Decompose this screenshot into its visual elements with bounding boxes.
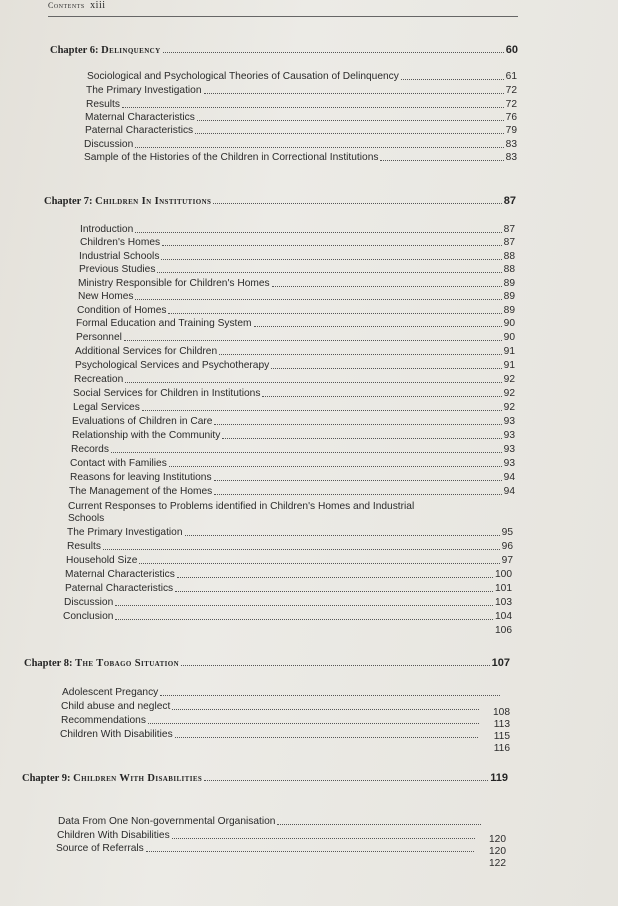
leader-dots bbox=[162, 245, 502, 246]
leader-dots bbox=[272, 286, 502, 287]
toc-entry bbox=[73, 388, 515, 400]
entry-page: 93 bbox=[503, 430, 515, 441]
toc-entry bbox=[71, 444, 515, 456]
leader-dots bbox=[175, 591, 493, 592]
toc-entry bbox=[73, 402, 515, 414]
leader-dots bbox=[142, 410, 502, 411]
entry-page: 97 bbox=[501, 555, 513, 566]
entry-text: The Management of the Homes bbox=[69, 486, 213, 497]
entry-text: Results bbox=[86, 99, 120, 110]
toc-entry bbox=[86, 85, 517, 97]
toc-entry bbox=[69, 486, 515, 498]
entry-page: 61 bbox=[505, 71, 517, 82]
leader-dots bbox=[195, 133, 504, 134]
leader-dots bbox=[168, 313, 501, 314]
entry-page: 94 bbox=[503, 472, 515, 483]
chapter-label: Chapter 7: bbox=[44, 196, 93, 207]
entry-page: 88 bbox=[503, 251, 515, 262]
entry-page: 87 bbox=[503, 237, 515, 248]
entry-text: Ministry Responsible for Children's Homes bbox=[78, 278, 270, 289]
toc-entry bbox=[74, 374, 515, 386]
leader-dots bbox=[214, 424, 501, 425]
entry-page: 116 bbox=[493, 743, 510, 754]
entry-text: Adolescent Pregancy bbox=[62, 687, 159, 698]
running-header bbox=[48, 0, 518, 17]
chapter-page: 87 bbox=[503, 195, 516, 207]
toc-entry bbox=[70, 458, 515, 470]
entry-text: Current Responses to Problems identified in Children's Homes and Industrial Schools bbox=[68, 501, 415, 524]
page-column bbox=[470, 707, 510, 755]
entry-text: Recommendations bbox=[61, 715, 146, 726]
toc-entry bbox=[72, 416, 515, 428]
toc-entry bbox=[84, 152, 517, 164]
entry-page: 92 bbox=[503, 374, 515, 385]
chapter-title: The Tobago Situation bbox=[75, 658, 180, 669]
toc-entry bbox=[62, 687, 502, 699]
toc-entry bbox=[77, 305, 515, 317]
leader-dots bbox=[148, 723, 479, 724]
entry-text: Reasons for leaving Institutions bbox=[70, 472, 212, 483]
leader-dots bbox=[172, 838, 475, 839]
entry-page: 72 bbox=[505, 99, 517, 110]
entry-text: Sample of the Histories of the Children in Correctional Institutions bbox=[84, 152, 379, 163]
entry-text: Discussion bbox=[84, 139, 134, 150]
toc-entry bbox=[67, 527, 513, 539]
leader-dots bbox=[219, 354, 502, 355]
toc-entry bbox=[75, 360, 515, 372]
toc-entry bbox=[66, 555, 513, 567]
chapter-title: Children In Institutions bbox=[95, 196, 212, 207]
entry-text: New Homes bbox=[78, 291, 134, 302]
entry-page: 104 bbox=[495, 611, 512, 622]
entry-page: 90 bbox=[503, 318, 515, 329]
entry-page: 91 bbox=[503, 346, 515, 357]
entry-text: The Primary Investigation bbox=[86, 85, 202, 96]
toc-entry bbox=[87, 71, 517, 83]
entry-page: 76 bbox=[505, 112, 517, 123]
chapter-7-heading bbox=[44, 195, 516, 207]
toc-entry bbox=[61, 715, 481, 727]
entry-text: Children's Homes bbox=[80, 237, 161, 248]
toc-entry bbox=[85, 125, 517, 137]
toc-entry bbox=[63, 611, 512, 623]
entry-text: Evaluations of Children in Care bbox=[72, 416, 213, 427]
chapter-title: Delinquency bbox=[101, 45, 161, 56]
entry-text: Conclusion bbox=[63, 611, 114, 622]
chapter-title: Children With Disabilities bbox=[73, 773, 203, 784]
entry-page: 91 bbox=[503, 360, 515, 371]
entry-page: 83 bbox=[505, 139, 517, 150]
toc-entry bbox=[85, 112, 517, 124]
chapter-page: 60 bbox=[505, 44, 518, 56]
entry-page: 120 bbox=[489, 846, 506, 857]
leader-dots bbox=[115, 605, 493, 606]
toc-entry bbox=[60, 729, 480, 741]
toc-entry bbox=[70, 472, 515, 484]
entry-page: 115 bbox=[493, 731, 510, 742]
entry-text: Children With Disabilities bbox=[57, 830, 170, 841]
leader-dots bbox=[135, 299, 501, 300]
entry-text: Paternal Characteristics bbox=[65, 583, 174, 594]
entry-page: 113 bbox=[493, 719, 510, 730]
chapter-9-heading bbox=[22, 772, 508, 784]
entry-text: Social Services for Children in Institutions bbox=[73, 388, 261, 399]
entry-page: 101 bbox=[495, 583, 512, 594]
toc-entry bbox=[78, 278, 515, 290]
leader-dots bbox=[277, 824, 481, 825]
leader-dots bbox=[271, 368, 501, 369]
entry-text: Personnel bbox=[76, 332, 122, 343]
entry-text: The Primary Investigation bbox=[67, 527, 183, 538]
entry-text: Introduction bbox=[80, 224, 134, 235]
leader-dots bbox=[177, 577, 493, 578]
toc-entry bbox=[79, 251, 515, 263]
entry-page: 93 bbox=[503, 458, 515, 469]
leader-dots bbox=[380, 160, 503, 161]
entry-page: 92 bbox=[503, 388, 515, 399]
toc-entry bbox=[56, 843, 476, 855]
toc-entry-multiline bbox=[68, 501, 428, 524]
entry-page: 96 bbox=[501, 541, 513, 552]
entry-page: 92 bbox=[503, 402, 515, 413]
leader-dots bbox=[175, 737, 478, 738]
leader-dots bbox=[213, 203, 501, 204]
header-page-number: xiii bbox=[90, 0, 106, 11]
toc-entry bbox=[72, 430, 515, 442]
chapter-6-heading bbox=[50, 44, 518, 56]
entry-text: Maternal Characteristics bbox=[85, 112, 195, 123]
leader-dots bbox=[214, 480, 502, 481]
entry-page: 83 bbox=[505, 152, 517, 163]
leader-dots bbox=[122, 107, 504, 108]
toc-entry bbox=[76, 332, 515, 344]
entry-page: 95 bbox=[501, 527, 513, 538]
toc-entry bbox=[78, 291, 515, 303]
entry-text: Psychological Services and Psychotherapy bbox=[75, 360, 270, 371]
entry-page: 93 bbox=[503, 416, 515, 427]
toc-entry bbox=[61, 701, 481, 713]
chapter-label: Chapter 9: bbox=[22, 773, 71, 784]
leader-dots bbox=[401, 79, 504, 80]
entry-text: Formal Education and Training System bbox=[76, 318, 252, 329]
entry-page: 106 bbox=[495, 625, 512, 636]
entry-text: Maternal Characteristics bbox=[65, 569, 175, 580]
entry-text: Children With Disabilities bbox=[60, 729, 173, 740]
entry-text: Additional Services for Children bbox=[75, 346, 218, 357]
toc-entry bbox=[58, 816, 483, 828]
leader-dots bbox=[103, 549, 500, 550]
toc-entry bbox=[75, 346, 515, 358]
leader-dots bbox=[262, 396, 501, 397]
leader-dots bbox=[115, 619, 493, 620]
entry-page: 79 bbox=[505, 125, 517, 136]
entry-page: 87 bbox=[503, 224, 515, 235]
entry-page: 120 bbox=[489, 834, 506, 845]
chapter-page: 119 bbox=[490, 772, 508, 784]
entry-page: 89 bbox=[503, 291, 515, 302]
entry-page: 108 bbox=[493, 707, 510, 718]
entry-page: 93 bbox=[503, 444, 515, 455]
entry-page: 90 bbox=[503, 332, 515, 343]
leader-dots bbox=[254, 326, 502, 327]
leader-dots bbox=[124, 340, 502, 341]
leader-dots bbox=[169, 466, 502, 467]
toc-entry bbox=[80, 224, 515, 236]
leader-dots bbox=[197, 120, 504, 121]
entry-page: 122 bbox=[489, 858, 506, 869]
leader-dots bbox=[139, 563, 499, 564]
entry-text: Contact with Families bbox=[70, 458, 167, 469]
entry-text: Data From One Non-governmental Organisation bbox=[58, 816, 276, 827]
header-word: Contents bbox=[48, 1, 85, 10]
page-column bbox=[466, 834, 506, 870]
leader-dots bbox=[161, 259, 501, 260]
toc-entry bbox=[84, 139, 517, 151]
entry-text: Previous Studies bbox=[79, 264, 156, 275]
leader-dots bbox=[157, 272, 501, 273]
leader-dots bbox=[146, 851, 474, 852]
leader-dots bbox=[135, 232, 501, 233]
toc-entry bbox=[80, 237, 515, 249]
leader-dots bbox=[185, 535, 500, 536]
toc-entry bbox=[79, 264, 515, 276]
leader-dots bbox=[135, 147, 503, 148]
entry-page: 89 bbox=[503, 305, 515, 316]
entry-text: Paternal Characteristics bbox=[85, 125, 194, 136]
entry-page: 100 bbox=[495, 569, 512, 580]
toc-entry bbox=[65, 569, 512, 581]
entry-text: Recreation bbox=[74, 374, 124, 385]
toc-entry bbox=[76, 318, 515, 330]
entry-page: 72 bbox=[505, 85, 517, 96]
leader-dots bbox=[125, 382, 501, 383]
leader-dots bbox=[163, 52, 504, 53]
leader-dots bbox=[204, 780, 488, 781]
leader-dots bbox=[204, 93, 504, 94]
leader-dots bbox=[172, 709, 479, 710]
toc-entry bbox=[57, 830, 477, 842]
leader-dots bbox=[181, 665, 490, 666]
toc-entry bbox=[64, 597, 512, 609]
chapter-8-heading bbox=[24, 657, 510, 669]
leader-dots bbox=[111, 452, 502, 453]
entry-page: 88 bbox=[503, 264, 515, 275]
leader-dots bbox=[214, 494, 501, 495]
leader-dots bbox=[222, 438, 501, 439]
entry-text: Sociological and Psychological Theories of Causation of Delinquency bbox=[87, 71, 399, 82]
entry-page: 94 bbox=[503, 486, 515, 497]
toc-entry bbox=[67, 541, 513, 553]
entry-text: Household Size bbox=[66, 555, 138, 566]
leader-dots bbox=[160, 695, 500, 696]
toc-entry bbox=[65, 583, 512, 595]
chapter-label: Chapter 6: bbox=[50, 45, 99, 56]
toc-entry bbox=[86, 99, 517, 111]
chapter-label: Chapter 8: bbox=[24, 658, 73, 669]
entry-text: Records bbox=[71, 444, 109, 455]
entry-text: Industrial Schools bbox=[79, 251, 160, 262]
entry-text: Discussion bbox=[64, 597, 114, 608]
entry-text: Results bbox=[67, 541, 101, 552]
entry-text: Condition of Homes bbox=[77, 305, 167, 316]
entry-text: Legal Services bbox=[73, 402, 140, 413]
entry-text: Child abuse and neglect bbox=[61, 701, 171, 712]
entry-page: 89 bbox=[503, 278, 515, 289]
entry-page: 103 bbox=[495, 597, 512, 608]
entry-text: Source of Referrals bbox=[56, 843, 144, 854]
chapter-page: 107 bbox=[491, 657, 510, 669]
entry-text: Relationship with the Community bbox=[72, 430, 221, 441]
